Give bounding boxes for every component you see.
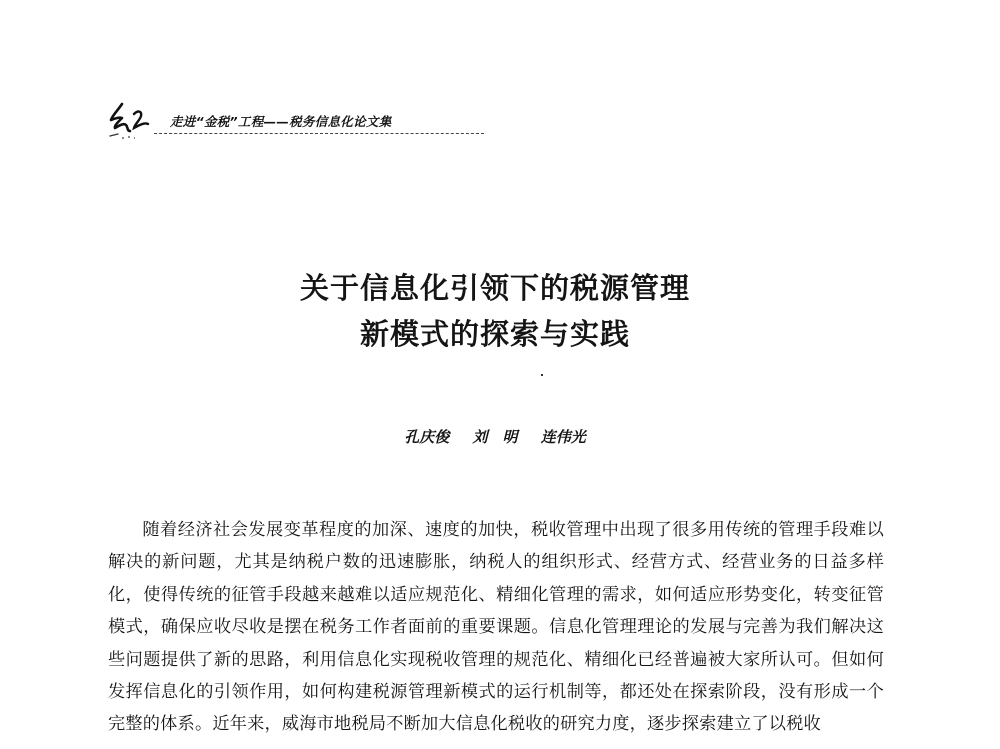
author-name: 孔庆俊 [404,428,450,446]
author-name: 连伟光 [540,428,586,446]
body-paragraph: 随着经济社会发展变革程度的加深、速度的加快，税收管理中出现了很多用传统的管理手段难以解决的新问题，尤其是纳税户数的迅速膨胀，纳税人的组织形式、经营方式、经营业务的日益多样化，使得传统的征管手段越来越难以适应规范化、精细化管理的需求，如何适应形势变化，转变征管模式，确保应收尽收是摆在税务工作者面前的重要课题。信息化管理理论的发展与完善为我们解决这些问题提供了新的思路，利用信息化实现税收管理的规范化、精细化已经普遍被大家所认可。但如何发挥信息化的引领作用，如何构建税源管理新模式的运行机制等，都还处在探索阶段，没有形成一个完整的体系。近年来，威海市地税局不断加大信息化税收的研究力度，逐步探索建立了以税收 [108,520,884,735]
article-title-line-2: 新模式的探索与实践 [359,317,630,351]
running-header [108,98,438,148]
article-title [0,265,990,357]
calligraphy-logo-icon [108,98,164,144]
header-rule [154,133,484,134]
author-name: 刘 明 [472,428,518,446]
running-header-title: 走进“金税”工程——税务信息化论文集 [170,114,392,129]
stray-dot [541,374,543,376]
author-list [0,426,990,447]
article-title-line-1: 关于信息化引领下的税源管理 [299,271,690,305]
